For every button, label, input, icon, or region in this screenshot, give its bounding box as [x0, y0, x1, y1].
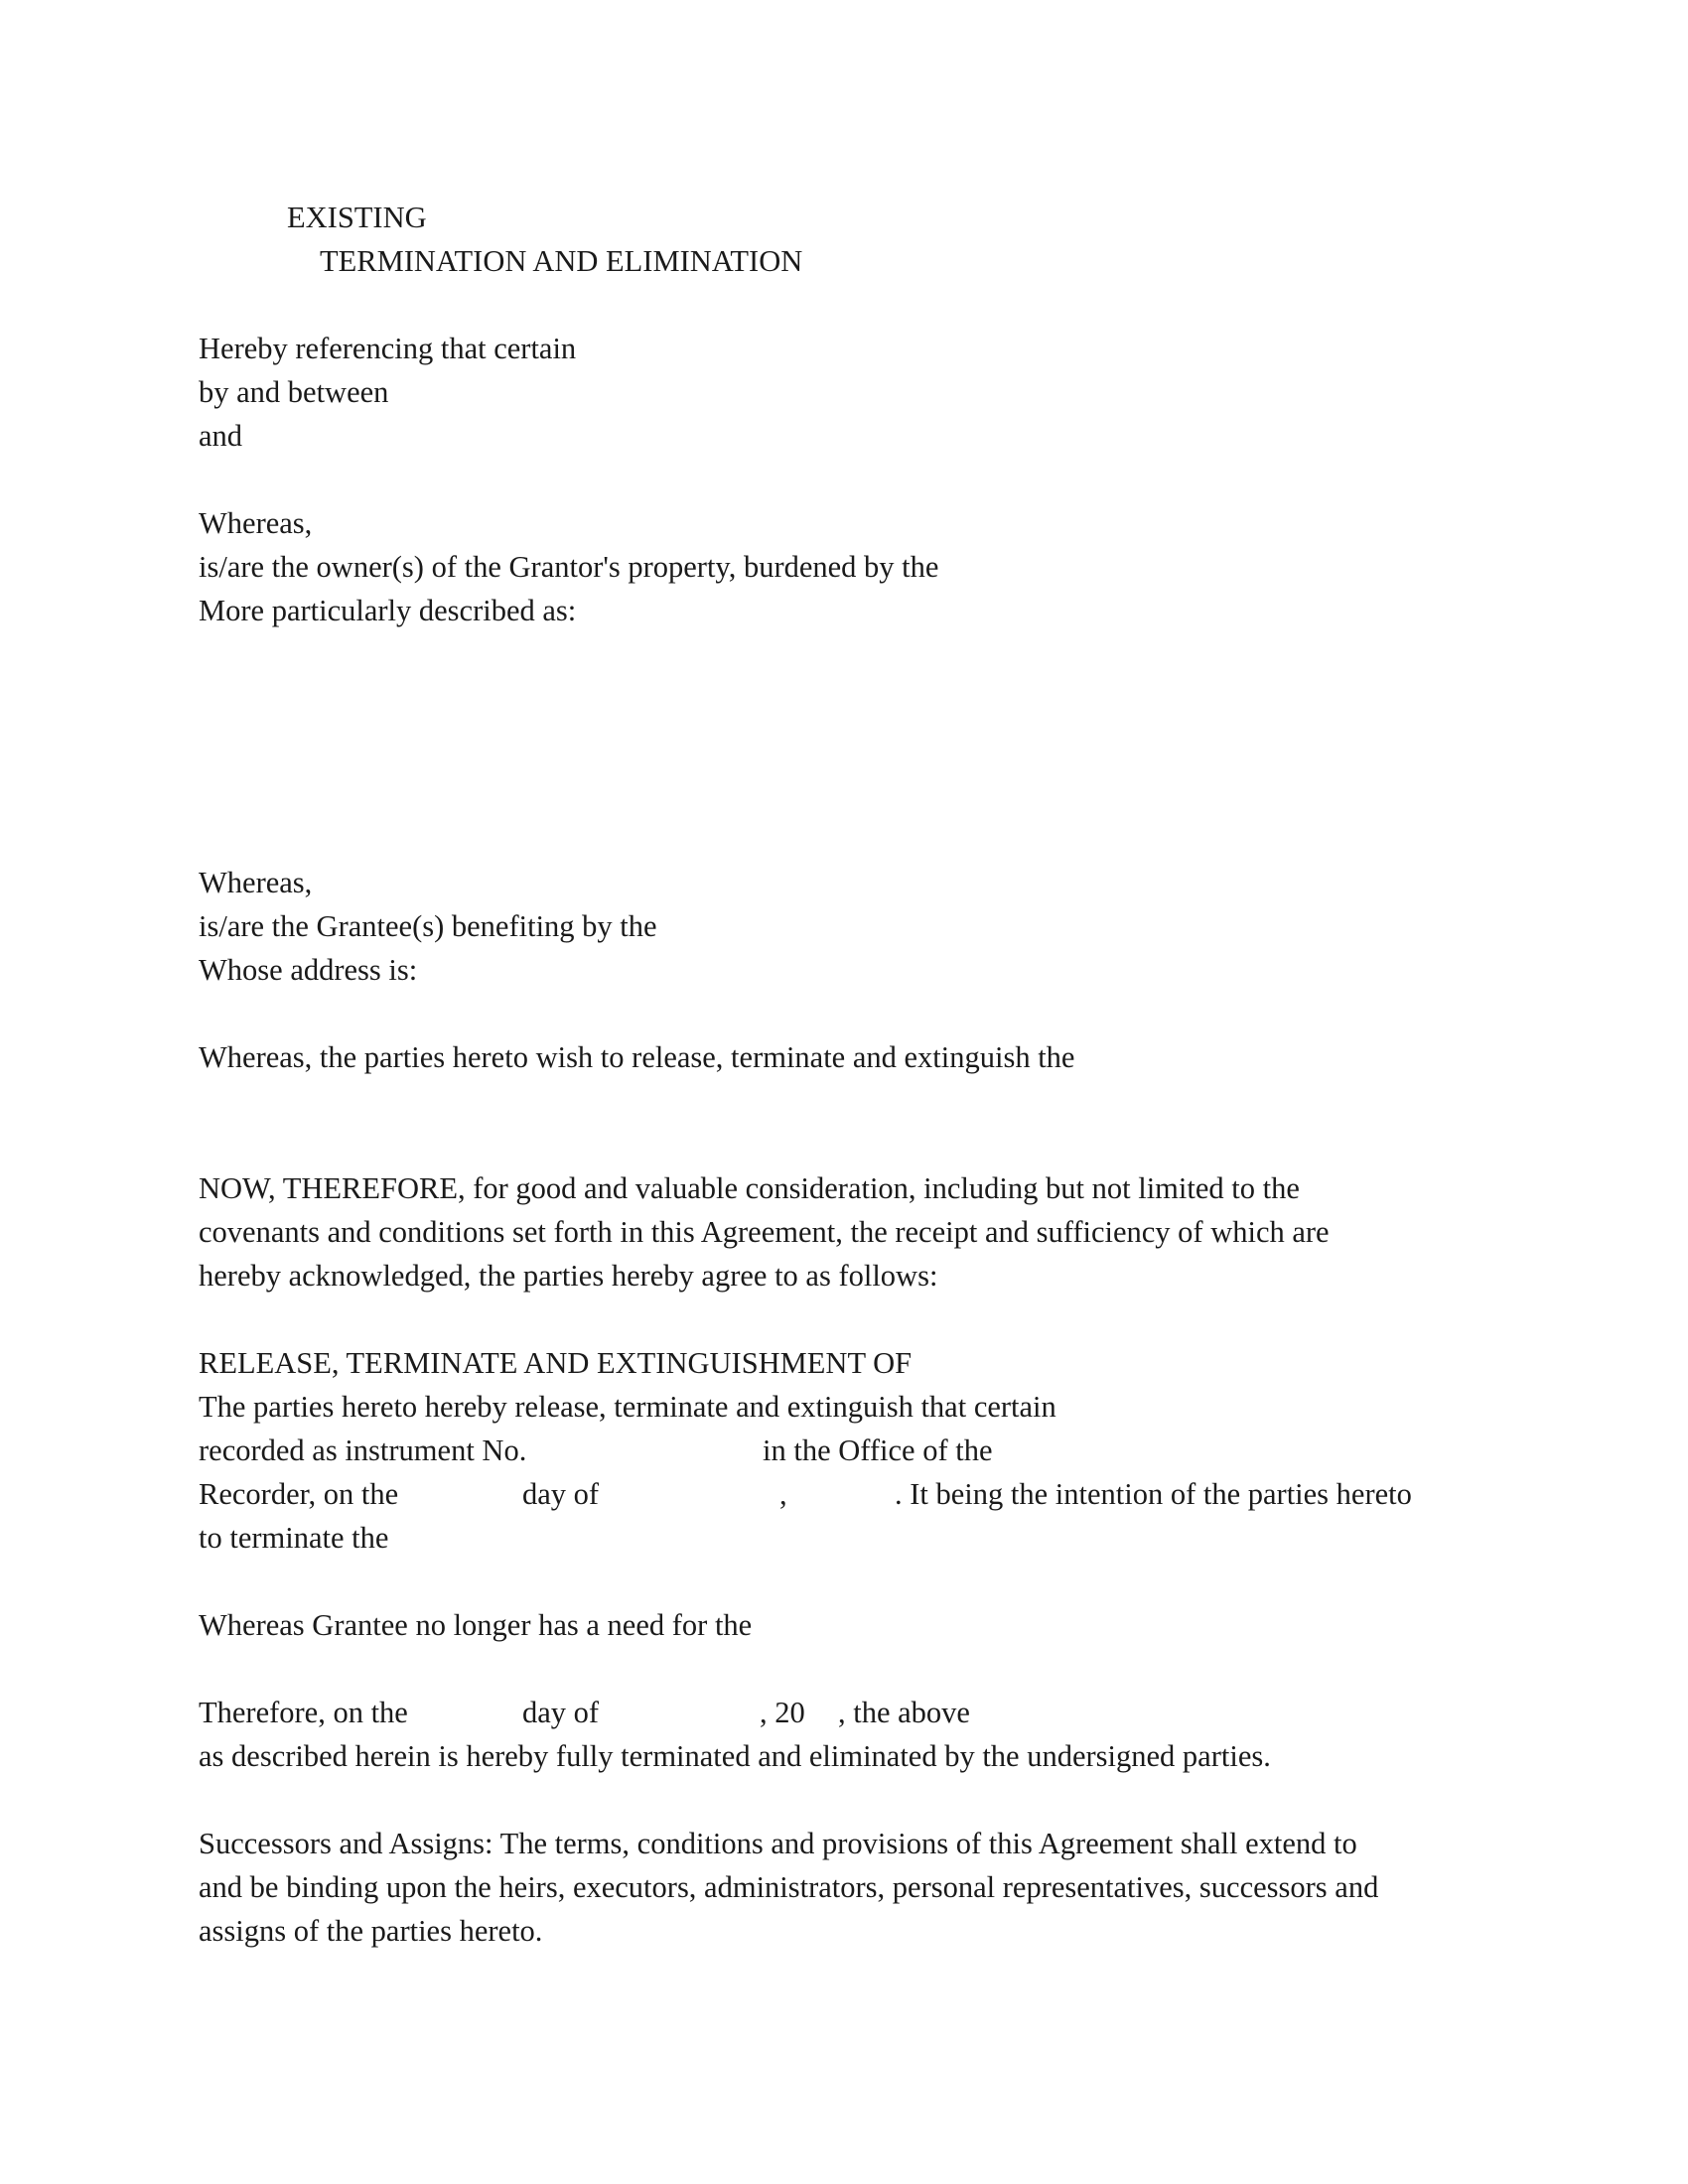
therefore-line-1a: Therefore, on the — [199, 1696, 408, 1729]
grantor-line-1: Whereas, — [199, 506, 313, 540]
release-heading: RELEASE, TERMINATE AND EXTINGUISHMENT OF — [199, 1346, 913, 1380]
release-line-2a: recorded as instrument No. — [199, 1433, 527, 1467]
release-line-3c: , — [779, 1477, 787, 1511]
successors-line-2: and be binding upon the heirs, executors, administrators, personal representatives, successors and — [199, 1870, 1379, 1904]
reference-line-2: by and between — [199, 375, 389, 409]
therefore-line-1b: day of — [522, 1696, 600, 1729]
grantor-line-2: is/are the owner(s) of the Grantor's property, burdened by the — [199, 550, 939, 584]
no-need-line: Whereas Grantee no longer has a need for the — [199, 1608, 753, 1642]
now-therefore-line-1: NOW, THEREFORE, for good and valuable consideration, including but not limited to the — [199, 1171, 1300, 1205]
release-line-3b: day of — [522, 1477, 600, 1511]
title-line-2: TERMINATION AND ELIMINATION — [320, 244, 803, 278]
now-therefore-line-2: covenants and conditions set forth in this Agreement, the receipt and sufficiency of which are — [199, 1215, 1330, 1249]
release-line-3a: Recorder, on the — [199, 1477, 399, 1511]
grantee-line-2: is/are the Grantee(s) benefiting by the — [199, 909, 657, 943]
release-line-3d: . It being the intention of the parties hereto — [895, 1477, 1412, 1511]
now-therefore-line-3: hereby acknowledged, the parties hereby agree to as follows: — [199, 1259, 938, 1293]
therefore-line-1c: , 20 — [760, 1696, 805, 1729]
grantee-line-1: Whereas, — [199, 866, 313, 899]
reference-line-3: and — [199, 419, 243, 453]
therefore-line-2: as described herein is hereby fully terminated and eliminated by the undersigned parties. — [199, 1739, 1271, 1773]
grantee-line-3: Whose address is: — [199, 953, 418, 987]
title-line-1: EXISTING — [287, 201, 427, 234]
release-line-1: The parties hereto hereby release, terminate and extinguish that certain — [199, 1390, 1056, 1424]
reference-line-1: Hereby referencing that certain — [199, 332, 577, 365]
release-line-2b: in the Office of the — [763, 1433, 993, 1467]
grantor-line-3: More particularly described as: — [199, 594, 577, 627]
successors-line-3: assigns of the parties hereto. — [199, 1914, 543, 1948]
successors-line-1: Successors and Assigns: The terms, conditions and provisions of this Agreement shall extend to — [199, 1827, 1357, 1860]
release-wish-line: Whereas, the parties hereto wish to release, terminate and extinguish the — [199, 1040, 1075, 1074]
release-line-4: to terminate the — [199, 1521, 389, 1555]
therefore-line-1d: , the above — [838, 1696, 970, 1729]
